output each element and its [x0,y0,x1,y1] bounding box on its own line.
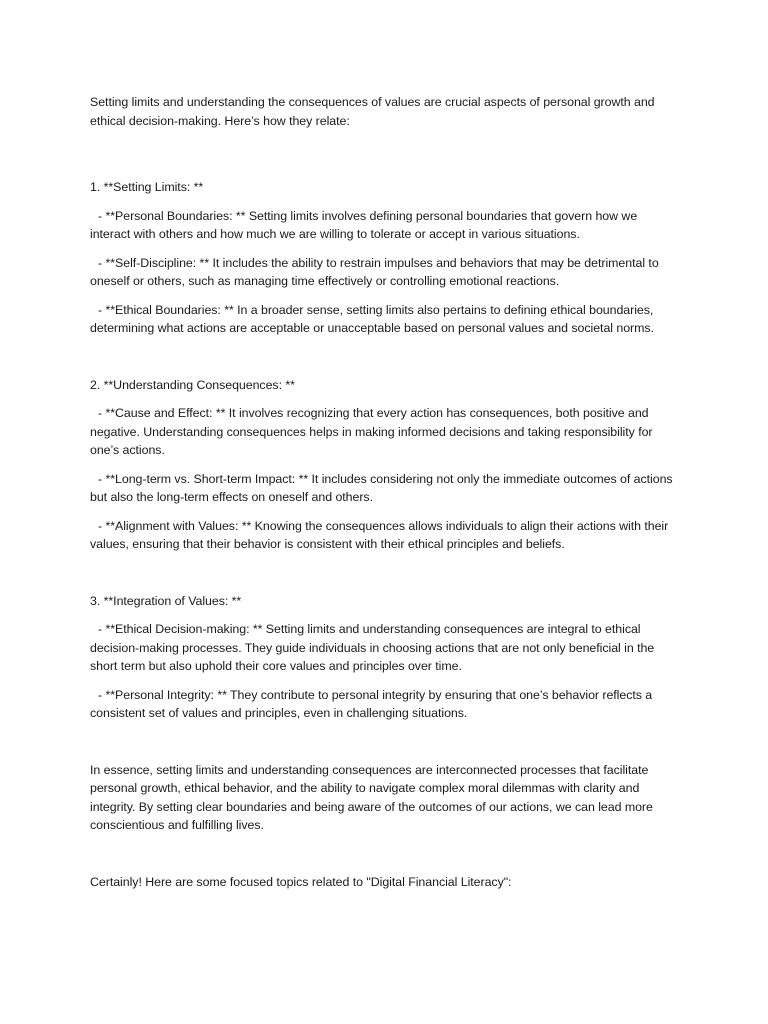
bullet-self-discipline: - **Self-Discipline: ** It includes the ability to restrain impulses and behaviors that may be detrimental to oneself or others, such as managing time effectively or controlling emotional reactions. [90,255,659,288]
conclusion-paragraph: In essence, setting limits and understanding consequences are interconnected processes that facilitate personal growth, ethical behavior, and the ability to navigate complex moral dilemmas with clarity and integrity. By setting clear boundaries and being aware of the outcomes of our actions, we can lead more conscientious and fulfilling lives. [90,762,653,832]
section-heading-integration-of-values: 3. **Integration of Values: ** [90,593,242,608]
bullet-personal-integrity: - **Personal Integrity: ** They contribute to personal integrity by ensuring that one’s behavior reflects a consistent set of values and principles, even in challenging situations. [90,687,653,720]
bullet-cause-and-effect: - **Cause and Effect: ** It involves recognizing that every action has consequences, both positive and negative. Understanding consequences helps in making informed decisions and taking responsibility for one’s actions. [90,406,653,457]
bullet-long-term-impact: - **Long-term vs. Short-term Impact: ** It includes considering not only the immediate outcomes of actions but also the long-term effects on oneself and others. [90,471,673,504]
bullet-ethical-boundaries: - **Ethical Boundaries: ** In a broader sense, setting limits also pertains to defining ethical boundaries, determining what actions are acceptable or unacceptable based on personal values and societal norms. [90,302,654,335]
section-heading-setting-limits: 1. **Setting Limits: ** [90,180,204,194]
closing-line: Certainly! Here are some focused topics related to "Digital Financial Literacy": [90,874,512,889]
intro-paragraph: Setting limits and understanding the consequences of values are crucial aspects of personal growth and ethical decision-making. Here’s how they relate: [90,95,655,128]
bullet-ethical-decision-making: - **Ethical Decision-making: ** Setting limits and understanding consequences are integral to ethical decision-making processes. They guide individuals in choosing actions that are not only beneficial in the short term but also uphold their core values and principles over time. [90,622,655,673]
bullet-alignment-with-values: - **Alignment with Values: ** Knowing the consequences allows individuals to align their actions with their values, ensuring that their behavior is consistent with their ethical principles and beliefs. [90,518,669,551]
document-body [90,93,680,891]
section-heading-understanding-consequences: 2. **Understanding Consequences: ** [90,377,295,392]
bullet-personal-boundaries: - **Personal Boundaries: ** Setting limits involves defining personal boundaries that govern how we interact with others and how much we are willing to tolerate or accept in various situations. [90,208,638,241]
